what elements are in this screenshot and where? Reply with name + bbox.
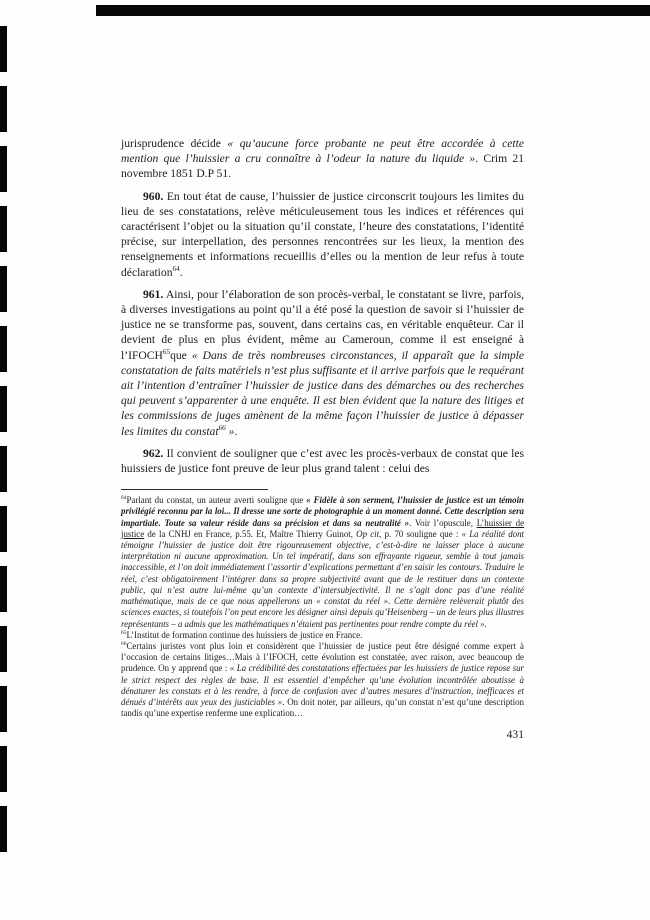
paragraph-962: 962. Il convient de souligner que c’est avec les procès-verbaux de constat que les huissiers de justice font preuve de leur plus grand talent : celui des (121, 446, 524, 476)
paragraph-960: 960. En tout état de cause, l’huissier de justice circonscrit toujours les limites du lieu de ses constatations, relève méticuleusement tous les indices et références qui caractérisent l’objet ou la situation qu’il constate, l’heure des constatations, l’identité précise, sur interpellation, des personnes rencontrées sur les lieux, la mention des renseignements et informations recueillis d’elles ou la mention de leur refus à toute déclaration$^{64}$. (121, 189, 524, 279)
footnote-separator (121, 489, 268, 490)
paragraph-961: 961. Ainsi, pour l’élaboration de son procès-verbal, le constatant se livre, parfois, à diverses investigations au point qu’il a été posé la question de savoir si l’huissier de justice ne se transforme pas, souvent, dans certains cas, en véritable enquêteur. Car il devient de plus en plus évident, même au Cameroun, comme il est enseigné à l’IFOCH$^{65}$que « Dans de très nombreuses circonstances, il apparaît que la simple constatation de faits matériels n’est plus suffisante et il arrive parfois que le requérant ait l’intention d’entraîner l’huissier de justice dans des démarches ou des recherches qui peuvent s’apparenter à une enquête. Il est bien évident que la nature des litiges et les commissions de juges amènent de la même façon l’huissier de justice à dépasser les limites du constat$^{66}$ ». (121, 287, 524, 438)
footnote-64: $^{64}$Parlant du constat, un auteur averti souligne que « Fidèle à son serment, l’huissier de justice est un témoin privilégié reconnu par la loi... Il dresse une sorte de photographie à un moment donné. Cette description sera impartiale. Toute sa valeur réside dans sa précision et dans sa neutralité ». Voir l’opuscule, L’huissier de justice de la CNHJ en France, p.55. Et, Maître Thierry Guinot, Op cit, p. 70 souligne que : « La réalité dont témoigne l’huissier de justice doit être rigoureusement objective, c’est-à-dire ne laisser place à aucune interprétation ni aucune approximation. Un tel impératif, dans son effrayante rigueur, semble à tout jamais inaccessible, et l’on doit immédiatement l’assortir d’explications permettant d’en saisir les contours. Traduire le réel, c’est obligatoirement l’intégrer dans sa propre subjectivité avant que de le restituer dans un contexte public, qui n’est autre lui-même qu’un contexte d’intersubjectivité. Il ne s’agit donc pas d’une réalité mathématique, mais de ce que nous appellerons un « constat du réel ». Cette dernière relèverait plutôt des sciences exactes, si toutefois l’on peut encore les désigner ainsi depuis qu’Heisenberg – un de leurs plus illustres représentants – a admis que les mathématiques n’étaient pas pertinentes pour rendre compte du réel ». (121, 495, 525, 629)
text-column (121, 136, 524, 741)
scan-artifact-left-edge (0, 26, 7, 864)
footnote-65: $^{65}$L’Institut de formation continue des huissiers de justice en France. (121, 629, 363, 640)
footnote-66: $^{66}$Certains juristes vont plus loin et considèrent que l’huissier de justice peut être désigné comme expert à l’occasion de certains litiges…Mais à l’IFOCH, cette évolution est constatée, avec raison, avec beaucoup de prudence. On y apprend que : « La crédibilité des constatations effectuées par les huissiers de justice repose sur le strict respect des règles de base. Il est essentiel d’empêcher qu’une évolution incontrôlée aboutisse à dénaturer les constats et à les rendre, à force de confusion avec d’autres mesures d’instruction, inefficaces et dénués d’intérêts aux yeux des justiciables ». On doit noter, par ailleurs, qu’un constat n’est qu’une description tandis qu’une expertise renferme une explication… (121, 640, 525, 719)
scan-artifact-top-bar (96, 5, 650, 16)
paragraph-continuation: jurisprudence décide « qu’aucune force probante ne peut être accordée à cette mention que l’huissier a cru connaître à l’odeur la nature du liquide ». Crim 21 novembre 1851 D.P 51. (121, 137, 524, 181)
page-number: 431 (506, 728, 524, 742)
